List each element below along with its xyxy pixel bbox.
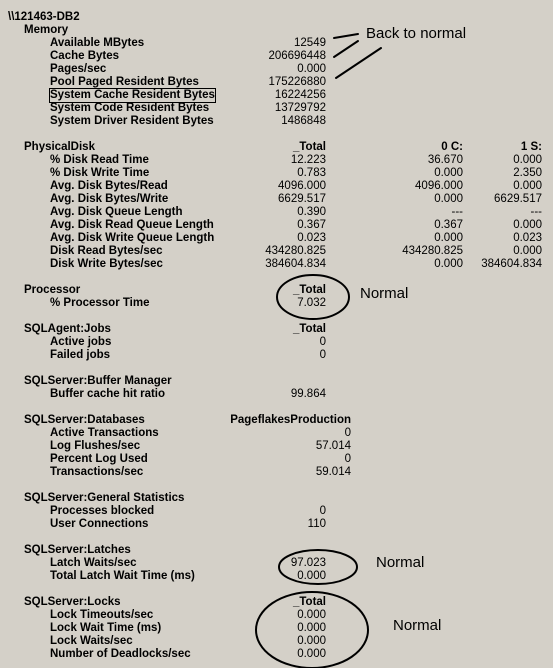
counter-label: Processes blocked	[50, 505, 155, 517]
annotation-latches-normal: Normal	[376, 554, 425, 571]
section-title-general-statistics: SQLServer:General Statistics	[24, 492, 185, 504]
counter-value: 0.390	[297, 206, 326, 218]
counter-label: Active jobs	[50, 336, 112, 348]
section-title-memory: Memory	[24, 24, 69, 36]
counter-value: 0.000	[297, 63, 326, 75]
counter-value: 0.023	[297, 232, 326, 244]
counter-value: 13729792	[274, 102, 326, 114]
annotation-stroke	[336, 48, 381, 78]
column-header: 0 C:	[441, 141, 463, 153]
counter-label: Lock Wait Time (ms)	[50, 622, 162, 634]
counter-value: 36.670	[427, 154, 463, 166]
counter-value: 0.000	[513, 245, 542, 257]
counter-value: 7.032	[297, 297, 326, 309]
counter-value: 0	[344, 427, 351, 439]
counter-value: 0	[319, 336, 326, 348]
annotation-locks-normal: Normal	[393, 617, 442, 634]
counter-label: Avg. Disk Queue Length	[50, 206, 183, 218]
section-title-databases: SQLServer:Databases	[24, 414, 145, 426]
counter-label: Avg. Disk Bytes/Write	[50, 193, 169, 205]
counter-value: 59.014	[315, 466, 351, 478]
counter-value: 0.000	[297, 570, 326, 582]
counter-value: 0.783	[297, 167, 326, 179]
counter-value: 0.000	[297, 635, 326, 647]
section-title-locks: SQLServer:Locks	[24, 596, 121, 608]
counter-label: System Code Resident Bytes	[50, 102, 210, 114]
section-title-physicaldisk: PhysicalDisk	[24, 141, 95, 153]
counter-value: ---	[451, 206, 463, 218]
counter-label: Pool Paged Resident Bytes	[50, 76, 199, 88]
counter-value: 434280.825	[265, 245, 326, 257]
counter-value: ---	[530, 206, 542, 218]
counter-label: Number of Deadlocks/sec	[50, 648, 191, 660]
counter-label: Transactions/sec	[50, 466, 144, 478]
counter-label: Latch Waits/sec	[50, 557, 137, 569]
counter-value: 0.000	[297, 622, 326, 634]
section-title-latches: SQLServer:Latches	[24, 544, 131, 556]
counter-value: 434280.825	[402, 245, 463, 257]
counter-value: 2.350	[513, 167, 542, 179]
host-name: \\121463-DB2	[8, 11, 80, 23]
section-title-buffer-manager: SQLServer:Buffer Manager	[24, 375, 172, 387]
counter-label: Available MBytes	[50, 37, 145, 49]
counter-label: Total Latch Wait Time (ms)	[50, 570, 195, 582]
counter-label: Lock Timeouts/sec	[50, 609, 154, 621]
section-title-processor: Processor	[24, 284, 81, 296]
counter-value: 99.864	[290, 388, 326, 400]
counter-value: 0.000	[513, 154, 542, 166]
column-header: _Total	[292, 596, 326, 608]
annotation-stroke	[334, 34, 358, 38]
counter-label: Disk Write Bytes/sec	[50, 258, 163, 270]
counter-value: 0.000	[434, 232, 463, 244]
counter-value: 175226880	[268, 76, 326, 88]
counter-label: % Disk Read Time	[50, 154, 149, 166]
counter-label: Lock Waits/sec	[50, 635, 133, 647]
counter-label: Avg. Disk Read Queue Length	[50, 219, 214, 231]
column-header: 1 S:	[520, 141, 542, 153]
counter-label: Percent Log Used	[50, 453, 148, 465]
annotation-back-to-normal: Back to normal	[366, 25, 467, 42]
counter-label: % Processor Time	[50, 297, 150, 309]
counter-value: 206696448	[268, 50, 326, 62]
counter-label: System Driver Resident Bytes	[50, 115, 214, 127]
counter-label: Cache Bytes	[50, 50, 120, 62]
counter-value: 0.000	[513, 180, 542, 192]
counter-value: 0.367	[297, 219, 326, 231]
counter-value: 384604.834	[481, 258, 542, 270]
counter-label: Avg. Disk Write Queue Length	[50, 232, 215, 244]
column-header: PageflakesProduction	[230, 414, 351, 426]
counter-value: 0.000	[434, 167, 463, 179]
annotation-circle	[256, 592, 368, 668]
counter-label: Active Transactions	[50, 427, 159, 439]
counter-label: Avg. Disk Bytes/Read	[50, 180, 168, 192]
counter-value: 6629.517	[278, 193, 326, 205]
annotation-processor-normal: Normal	[360, 285, 409, 302]
counter-label: Log Flushes/sec	[50, 440, 141, 452]
counter-value: 4096.000	[278, 180, 326, 192]
counter-value: 4096.000	[415, 180, 463, 192]
counter-value: 0.367	[434, 219, 463, 231]
counter-label-selected[interactable]: System Cache Resident Bytes	[50, 89, 215, 101]
counter-label: Pages/sec	[50, 63, 107, 75]
counter-value: 1486848	[281, 115, 326, 127]
counter-value: 0.023	[513, 232, 542, 244]
counter-value: 0.000	[434, 193, 463, 205]
counter-label: Buffer cache hit ratio	[50, 388, 166, 400]
counter-label: % Disk Write Time	[50, 167, 150, 179]
counter-value: 12549	[294, 37, 326, 49]
column-header: _Total	[292, 284, 326, 296]
counter-value: 57.014	[315, 440, 351, 452]
counter-value: 0.000	[297, 648, 326, 660]
counter-value: 0	[344, 453, 351, 465]
counter-value: 97.023	[290, 557, 326, 569]
counter-value: 6629.517	[494, 193, 542, 205]
counter-value: 0	[319, 349, 326, 361]
counter-value: 0.000	[513, 219, 542, 231]
counter-value: 0	[319, 505, 326, 517]
column-header: _Total	[292, 323, 326, 335]
counter-value: 0.000	[434, 258, 463, 270]
annotation-circle	[277, 275, 349, 319]
annotation-stroke	[334, 41, 358, 57]
counter-label: User Connections	[50, 518, 149, 530]
counter-value: 0.000	[297, 609, 326, 621]
counter-label: Failed jobs	[50, 349, 111, 361]
counter-label: Disk Read Bytes/sec	[50, 245, 163, 257]
counter-value: 384604.834	[265, 258, 326, 270]
column-header: _Total	[292, 141, 326, 153]
counter-value: 110	[307, 518, 326, 530]
counter-value: 16224256	[274, 89, 326, 101]
counter-value: 12.223	[290, 154, 326, 166]
annotation-circle	[279, 550, 357, 584]
section-title-sqlagent-jobs: SQLAgent:Jobs	[24, 323, 111, 335]
